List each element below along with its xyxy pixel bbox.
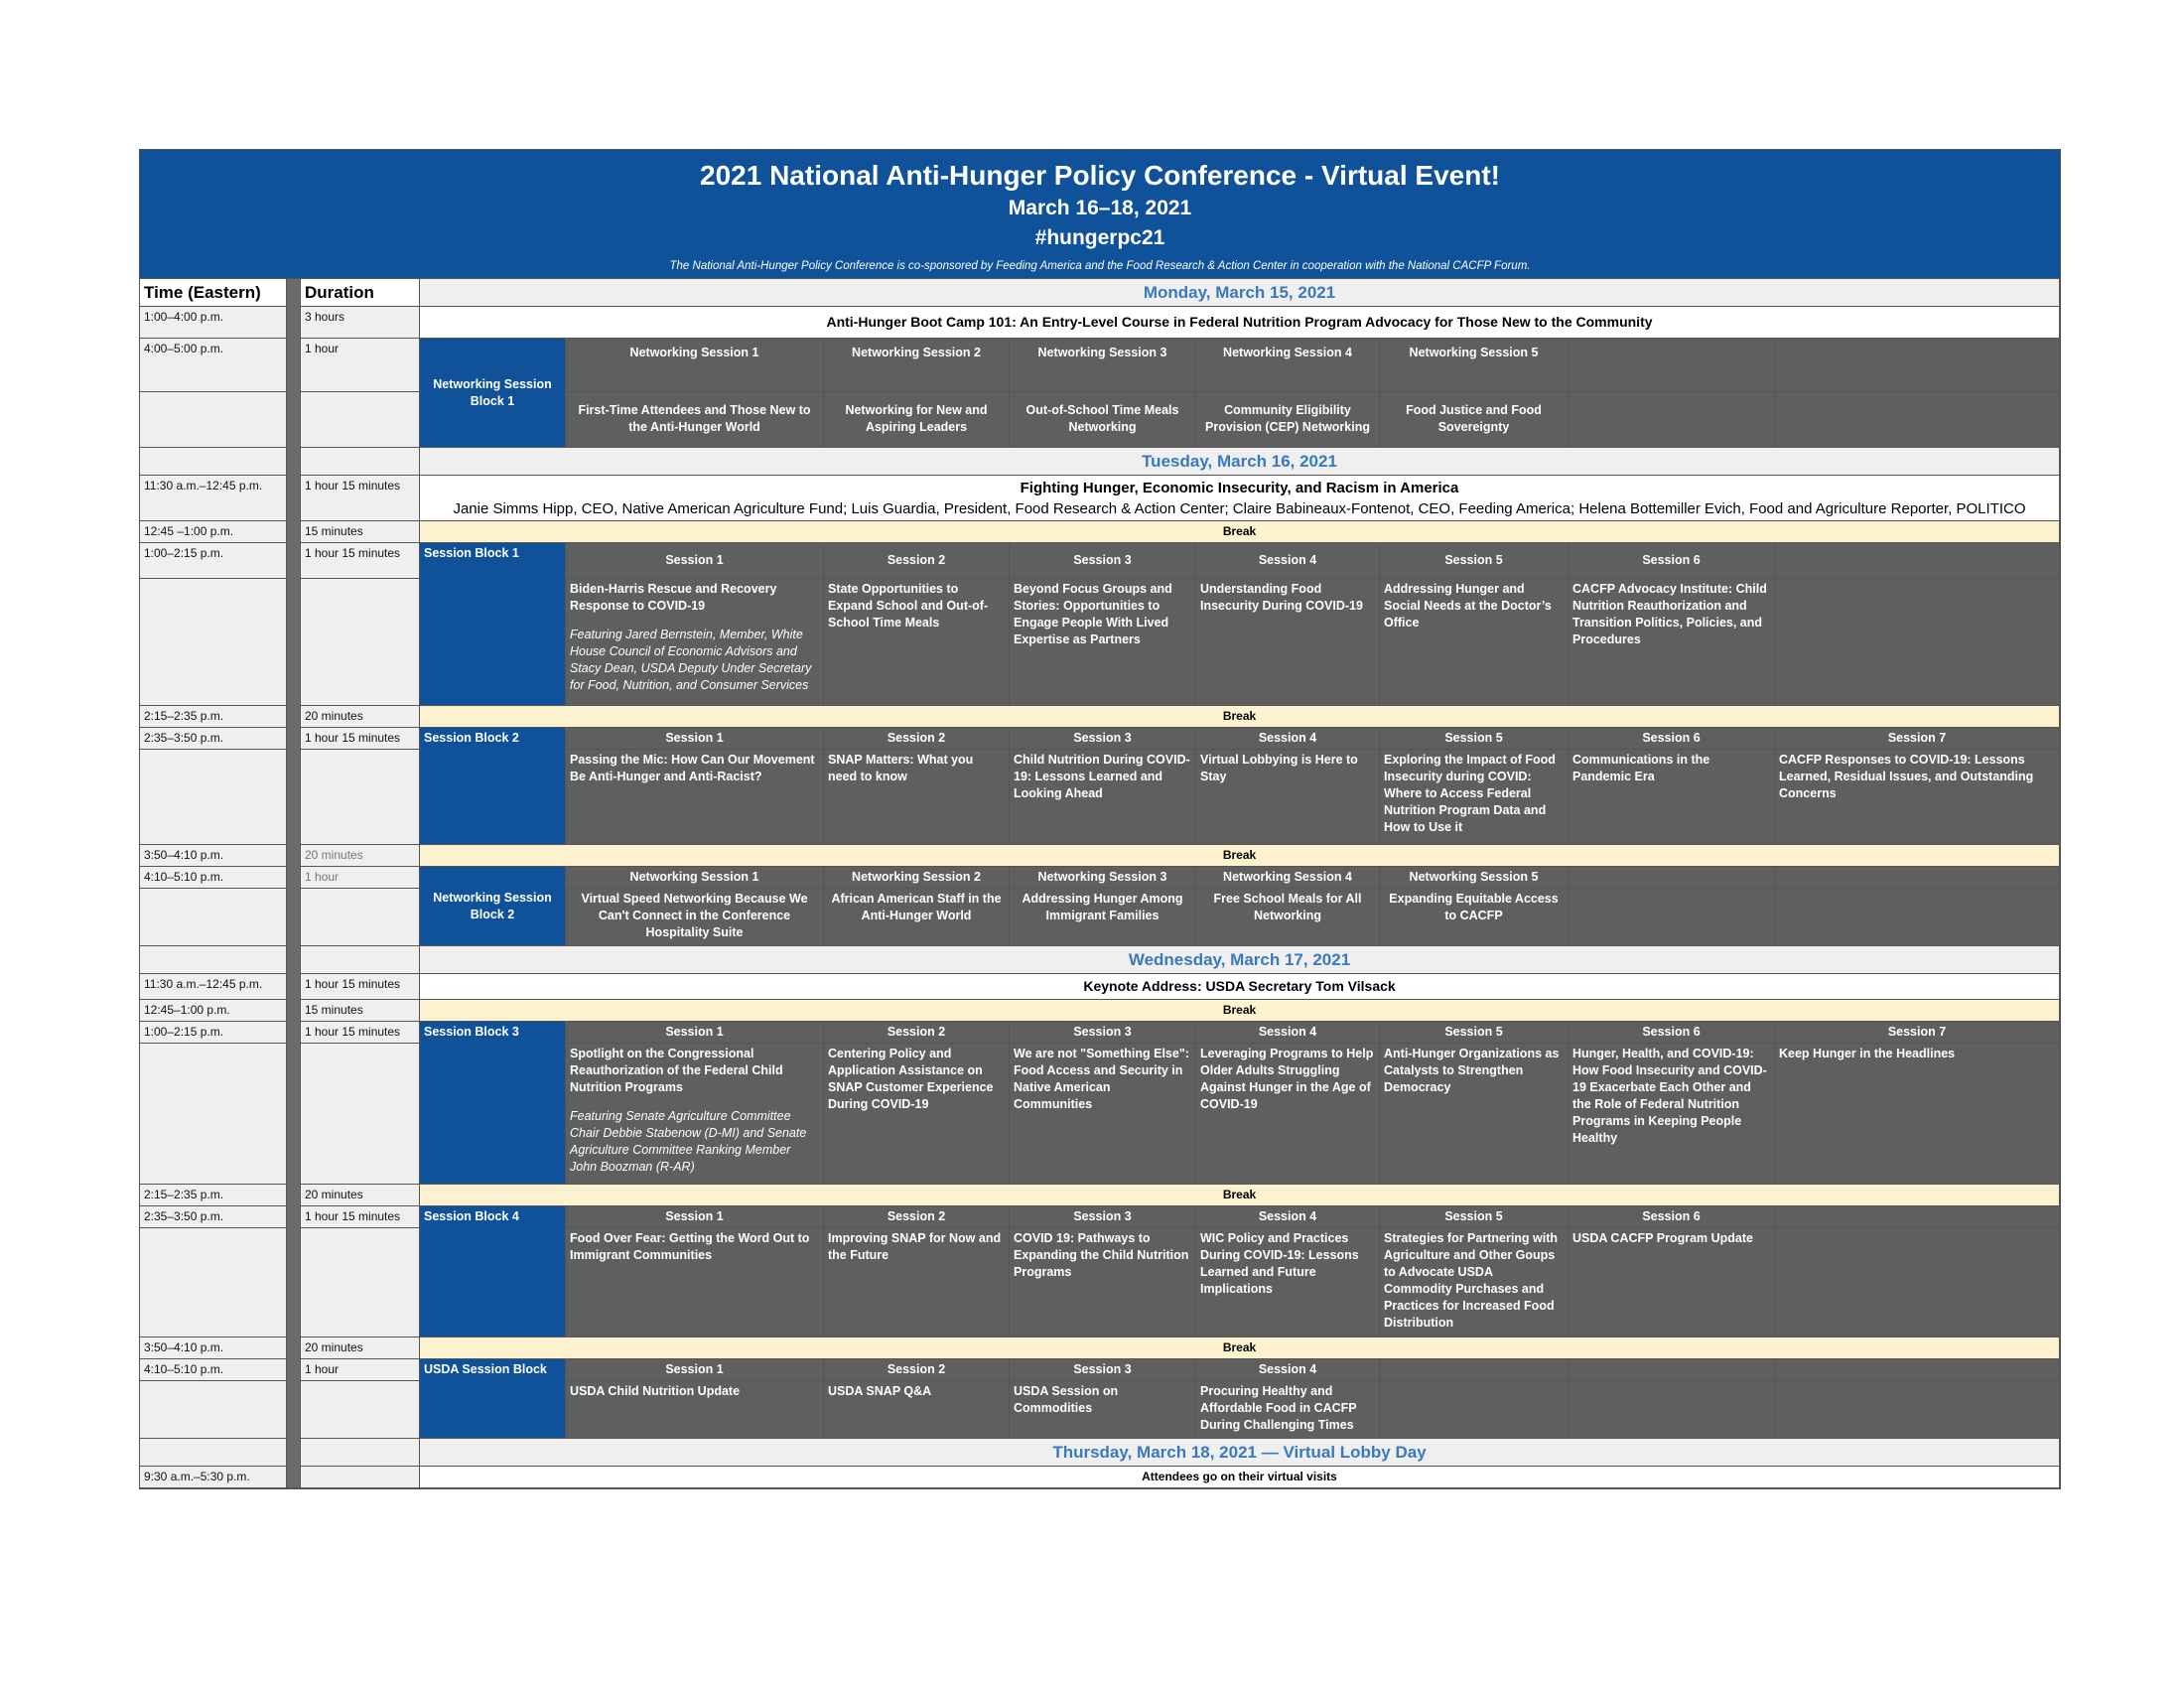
time-column-header: Time (Eastern)	[140, 279, 287, 307]
empty-session-cell	[1775, 543, 2060, 579]
session-header: Session 1	[566, 1359, 824, 1381]
session-title: USDA CACFP Program Update	[1569, 1228, 1775, 1337]
time-cell: 3:50–4:10 p.m.	[140, 1337, 287, 1359]
session-title: We are not "Something Else": Food Access and Security in Native American Communities	[1010, 1044, 1196, 1185]
session-title: Anti-Hunger Organizations as Catalysts to Strengthen Democracy	[1380, 1044, 1569, 1185]
conference-hashtag: #hungerpc21	[1034, 226, 1165, 249]
duration-cell: 15 minutes	[301, 1000, 420, 1022]
session-header: Session 1	[566, 1022, 824, 1044]
duration-cell-empty	[301, 946, 420, 974]
session-header: Session 1	[566, 543, 824, 579]
time-cell-empty	[140, 889, 287, 946]
session-header: Session 5	[1380, 543, 1569, 579]
empty-session-cell	[1775, 1381, 2060, 1439]
duration-cell: 15 minutes	[301, 521, 420, 543]
plenary-title: Fighting Hunger, Economic Insecurity, and Racism in America	[1020, 479, 1459, 496]
time-cell: 9:30 a.m.–5:30 p.m.	[140, 1467, 287, 1488]
session-title: Beyond Focus Groups and Stories: Opportunities to Engage People With Lived Expertise as Partners	[1010, 579, 1196, 706]
session-header: Session 5	[1380, 1206, 1569, 1228]
session-block-3-label: Session Block 3	[420, 1022, 566, 1185]
networking-session-header: Networking Session 1	[566, 867, 824, 889]
session-title: Addressing Hunger and Social Needs at the Doctor’s Office	[1380, 579, 1569, 706]
session-title-cell	[566, 579, 824, 706]
duration-cell: 1 hour 15 minutes	[301, 543, 420, 579]
plenary-speakers: Janie Simms Hipp, CEO, Native American Agriculture Fund; Luis Guardia, President, Food Research & Action Center; Claire Babineaux-Fontenot, CEO, Feeding America; Helena Bottemiller Evich, Food and Agriculture Reporter, POLITICO	[453, 499, 2026, 517]
duration-cell: 1 hour 15 minutes	[301, 974, 420, 1000]
time-cell: 2:35–3:50 p.m.	[140, 1206, 287, 1228]
session-title: Expanding Equitable Access to CACFP	[1380, 889, 1569, 946]
duration-cell: 1 hour 15 minutes	[301, 1206, 420, 1228]
session-header: Session 7	[1775, 728, 2060, 750]
session-title: Community Eligibility Provision (CEP) Networking	[1196, 392, 1380, 448]
session-block-4-label: Session Block 4	[420, 1206, 566, 1337]
empty-session-cell	[1775, 579, 2060, 706]
empty-session-cell	[1569, 1381, 1775, 1439]
boot-camp-session: Anti-Hunger Boot Camp 101: An Entry-Level Course in Federal Nutrition Program Advocacy for Those New to the Community	[420, 307, 2060, 339]
empty-session-cell	[1775, 1228, 2060, 1337]
session-title: USDA SNAP Q&A	[824, 1381, 1010, 1439]
conference-banner	[140, 150, 2060, 279]
networking-block-1-label: Networking Session Block 1	[420, 339, 566, 448]
session-title: Understanding Food Insecurity During COVID-19	[1196, 579, 1380, 706]
session-title: Improving SNAP for Now and the Future	[824, 1228, 1010, 1337]
break-row: Break	[420, 845, 2060, 867]
empty-session-cell	[1775, 392, 2060, 448]
duration-cell-empty	[301, 1044, 420, 1185]
session-header: Session 3	[1010, 1206, 1196, 1228]
empty-session-cell	[1380, 1359, 1569, 1381]
session-title: CACFP Responses to COVID-19: Lessons Learned, Residual Issues, and Outstanding Concerns	[1775, 750, 2060, 845]
break-row: Break	[420, 1185, 2060, 1206]
time-cell-empty	[140, 448, 287, 476]
networking-session-header: Networking Session 5	[1380, 867, 1569, 889]
empty-session-cell	[1775, 1359, 2060, 1381]
session-header: Session 6	[1569, 543, 1775, 579]
time-cell-empty	[140, 1381, 287, 1439]
session-title: Spotlight on the Congressional Reauthorization of the Federal Child Nutrition Programs	[570, 1047, 783, 1094]
time-cell: 11:30 a.m.–12:45 p.m.	[140, 476, 287, 521]
time-cell-empty	[140, 750, 287, 845]
featuring-speakers: Featuring Jared Bernstein, Member, White House Council of Economic Advisors and Stacy Dean, USDA Deputy Under Secretary for Food, Nutrition, and Consumer Services	[570, 628, 812, 692]
plenary-session	[420, 476, 2060, 521]
time-cell-empty	[140, 1044, 287, 1185]
session-title: Child Nutrition During COVID-19: Lessons Learned and Looking Ahead	[1010, 750, 1196, 845]
session-header: Session 3	[1010, 1022, 1196, 1044]
duration-cell: 20 minutes	[301, 1337, 420, 1359]
networking-session-header: Networking Session 3	[1010, 867, 1196, 889]
session-header: Session 4	[1196, 1206, 1380, 1228]
time-cell: 2:15–2:35 p.m.	[140, 706, 287, 728]
session-header: Session 6	[1569, 1206, 1775, 1228]
time-cell-empty	[140, 392, 287, 448]
session-header: Session 1	[566, 728, 824, 750]
session-title: USDA Child Nutrition Update	[566, 1381, 824, 1439]
session-header: Session 3	[1010, 543, 1196, 579]
empty-session-cell	[1380, 1381, 1569, 1439]
session-title-cell	[566, 1044, 824, 1185]
empty-session-cell	[1569, 1359, 1775, 1381]
duration-cell-empty	[301, 889, 420, 946]
duration-cell: 3 hours	[301, 307, 420, 339]
time-cell: 4:10–5:10 p.m.	[140, 1359, 287, 1381]
time-cell: 11:30 a.m.–12:45 p.m.	[140, 974, 287, 1000]
session-title: Free School Meals for All Networking	[1196, 889, 1380, 946]
empty-session-cell	[1775, 339, 2060, 392]
break-row: Break	[420, 1337, 2060, 1359]
conference-dates: March 16–18, 2021	[1008, 197, 1192, 219]
time-cell-empty	[140, 1439, 287, 1467]
session-title: Biden-Harris Rescue and Recovery Response to COVID-19	[570, 582, 777, 613]
schedule-grid	[140, 279, 2060, 1488]
empty-session-cell	[1569, 392, 1775, 448]
session-title: USDA Session on Commodities	[1010, 1381, 1196, 1439]
session-header: Session 4	[1196, 1022, 1380, 1044]
session-title: African American Staff in the Anti-Hunger World	[824, 889, 1010, 946]
session-header: Session 4	[1196, 728, 1380, 750]
empty-session-cell	[1569, 889, 1775, 946]
day-header-thursday: Thursday, March 18, 2021 — Virtual Lobby Day	[420, 1439, 2060, 1467]
day-header-wednesday: Wednesday, March 17, 2021	[420, 946, 2060, 974]
empty-session-cell	[1569, 867, 1775, 889]
duration-cell: 1 hour 15 minutes	[301, 1022, 420, 1044]
duration-cell-empty	[301, 392, 420, 448]
duration-cell: 1 hour	[301, 339, 420, 392]
session-title: Procuring Healthy and Affordable Food in CACFP During Challenging Times	[1196, 1381, 1380, 1439]
featuring-speakers: Featuring Senate Agriculture Committee Chair Debbie Stabenow (D-MI) and Senate Agriculture Committee Ranking Member John Boozman (R-AR)	[570, 1109, 807, 1174]
session-header: Session 2	[824, 1206, 1010, 1228]
duration-cell-empty	[301, 1228, 420, 1337]
lobby-day-session: Attendees go on their virtual visits	[420, 1467, 2060, 1488]
session-header: Session 7	[1775, 1022, 2060, 1044]
time-cell: 12:45 –1:00 p.m.	[140, 521, 287, 543]
time-cell: 1:00–4:00 p.m.	[140, 307, 287, 339]
duration-column-header: Duration	[301, 279, 420, 307]
break-row: Break	[420, 706, 2060, 728]
duration-cell: 1 hour 15 minutes	[301, 728, 420, 750]
break-row: Break	[420, 521, 2060, 543]
duration-cell-empty	[301, 579, 420, 706]
duration-cell: 1 hour	[301, 1359, 420, 1381]
networking-session-header: Networking Session 2	[824, 867, 1010, 889]
session-title: SNAP Matters: What you need to know	[824, 750, 1010, 845]
session-header: Session 6	[1569, 1022, 1775, 1044]
duration-cell: 1 hour	[301, 867, 420, 889]
time-cell: 1:00–2:15 p.m.	[140, 543, 287, 579]
day-header-monday: Monday, March 15, 2021	[420, 279, 2060, 307]
session-header: Session 4	[1196, 1359, 1380, 1381]
session-header: Session 2	[824, 1359, 1010, 1381]
session-title: Leveraging Programs to Help Older Adults Struggling Against Hunger in the Age of COVID-19	[1196, 1044, 1380, 1185]
duration-cell: 20 minutes	[301, 1185, 420, 1206]
duration-cell-empty	[301, 750, 420, 845]
networking-session-header: Networking Session 4	[1196, 339, 1380, 392]
session-title: Communications in the Pandemic Era	[1569, 750, 1775, 845]
session-title: COVID 19: Pathways to Expanding the Child Nutrition Programs	[1010, 1228, 1196, 1337]
session-title: Networking for New and Aspiring Leaders	[824, 392, 1010, 448]
session-title: First-Time Attendees and Those New to the Anti-Hunger World	[566, 392, 824, 448]
session-title: Passing the Mic: How Can Our Movement Be Anti-Hunger and Anti-Racist?	[566, 750, 824, 845]
time-cell-empty	[140, 579, 287, 706]
empty-session-cell	[1775, 867, 2060, 889]
time-cell: 3:50–4:10 p.m.	[140, 845, 287, 867]
session-title: WIC Policy and Practices During COVID-19: Lessons Learned and Future Implications	[1196, 1228, 1380, 1337]
session-header: Session 3	[1010, 1359, 1196, 1381]
session-header: Session 6	[1569, 728, 1775, 750]
break-row: Break	[420, 1000, 2060, 1022]
duration-cell-empty	[301, 1439, 420, 1467]
session-header: Session 5	[1380, 1022, 1569, 1044]
schedule-sheet	[139, 149, 2061, 1489]
keynote-session: Keynote Address: USDA Secretary Tom Vilsack	[420, 974, 2060, 1000]
time-cell: 1:00–2:15 p.m.	[140, 1022, 287, 1044]
session-title: Virtual Speed Networking Because We Can't Connect in the Conference Hospitality Suite	[566, 889, 824, 946]
duration-cell-empty	[301, 448, 420, 476]
networking-session-header: Networking Session 1	[566, 339, 824, 392]
session-title: Food Over Fear: Getting the Word Out to Immigrant Communities	[566, 1228, 824, 1337]
conference-title: 2021 National Anti-Hunger Policy Conference - Virtual Event!	[700, 160, 1500, 191]
session-header: Session 2	[824, 543, 1010, 579]
session-title: Addressing Hunger Among Immigrant Families	[1010, 889, 1196, 946]
session-title: Out-of-School Time Meals Networking	[1010, 392, 1196, 448]
session-title: Virtual Lobbying is Here to Stay	[1196, 750, 1380, 845]
empty-session-cell	[1775, 1206, 2060, 1228]
duration-cell: 1 hour 15 minutes	[301, 476, 420, 521]
session-block-1-label: Session Block 1	[420, 543, 566, 706]
networking-session-header: Networking Session 5	[1380, 339, 1569, 392]
time-cell-empty	[140, 946, 287, 974]
session-title: State Opportunities to Expand School and Out-of-School Time Meals	[824, 579, 1010, 706]
networking-session-header: Networking Session 3	[1010, 339, 1196, 392]
session-title: Strategies for Partnering with Agriculture and Other Goups to Advocate USDA Commodity Purchases and Practices for Increased Food Distribution	[1380, 1228, 1569, 1337]
session-header: Session 4	[1196, 543, 1380, 579]
time-cell: 2:35–3:50 p.m.	[140, 728, 287, 750]
time-cell: 12:45–1:00 p.m.	[140, 1000, 287, 1022]
usda-block-label: USDA Session Block	[420, 1359, 566, 1439]
cosponsor-note: The National Anti-Hunger Policy Conference is co-sponsored by Feeding America and the Food Research & Action Center in cooperation with the National CACFP Forum.	[669, 260, 1531, 272]
session-title: Centering Policy and Application Assistance on SNAP Customer Experience During COVID-19	[824, 1044, 1010, 1185]
time-cell: 4:00–5:00 p.m.	[140, 339, 287, 392]
session-header: Session 2	[824, 1022, 1010, 1044]
duration-cell-empty	[301, 1381, 420, 1439]
session-title: CACFP Advocacy Institute: Child Nutrition Reauthorization and Transition Politics, Policies, and Procedures	[1569, 579, 1775, 706]
networking-session-header: Networking Session 2	[824, 339, 1010, 392]
networking-session-header: Networking Session 4	[1196, 867, 1380, 889]
column-divider	[287, 279, 301, 1488]
time-cell: 4:10–5:10 p.m.	[140, 867, 287, 889]
duration-cell: 20 minutes	[301, 845, 420, 867]
session-block-2-label: Session Block 2	[420, 728, 566, 845]
duration-cell: 20 minutes	[301, 706, 420, 728]
empty-session-cell	[1569, 339, 1775, 392]
networking-block-2-label: Networking Session Block 2	[420, 867, 566, 946]
session-header: Session 2	[824, 728, 1010, 750]
empty-session-cell	[1775, 889, 2060, 946]
session-header: Session 1	[566, 1206, 824, 1228]
day-header-tuesday: Tuesday, March 16, 2021	[420, 448, 2060, 476]
duration-cell-empty	[301, 1467, 420, 1488]
time-cell: 2:15–2:35 p.m.	[140, 1185, 287, 1206]
session-title: Keep Hunger in the Headlines	[1775, 1044, 2060, 1185]
session-header: Session 5	[1380, 728, 1569, 750]
session-header: Session 3	[1010, 728, 1196, 750]
session-title: Hunger, Health, and COVID-19: How Food Insecurity and COVID-19 Exacerbate Each Other and the Role of Federal Nutrition Programs in Keeping People Healthy	[1569, 1044, 1775, 1185]
session-title: Exploring the Impact of Food Insecurity during COVID: Where to Access Federal Nutrition Program Data and How to Use it	[1380, 750, 1569, 845]
session-title: Food Justice and Food Sovereignty	[1380, 392, 1569, 448]
time-cell-empty	[140, 1228, 287, 1337]
